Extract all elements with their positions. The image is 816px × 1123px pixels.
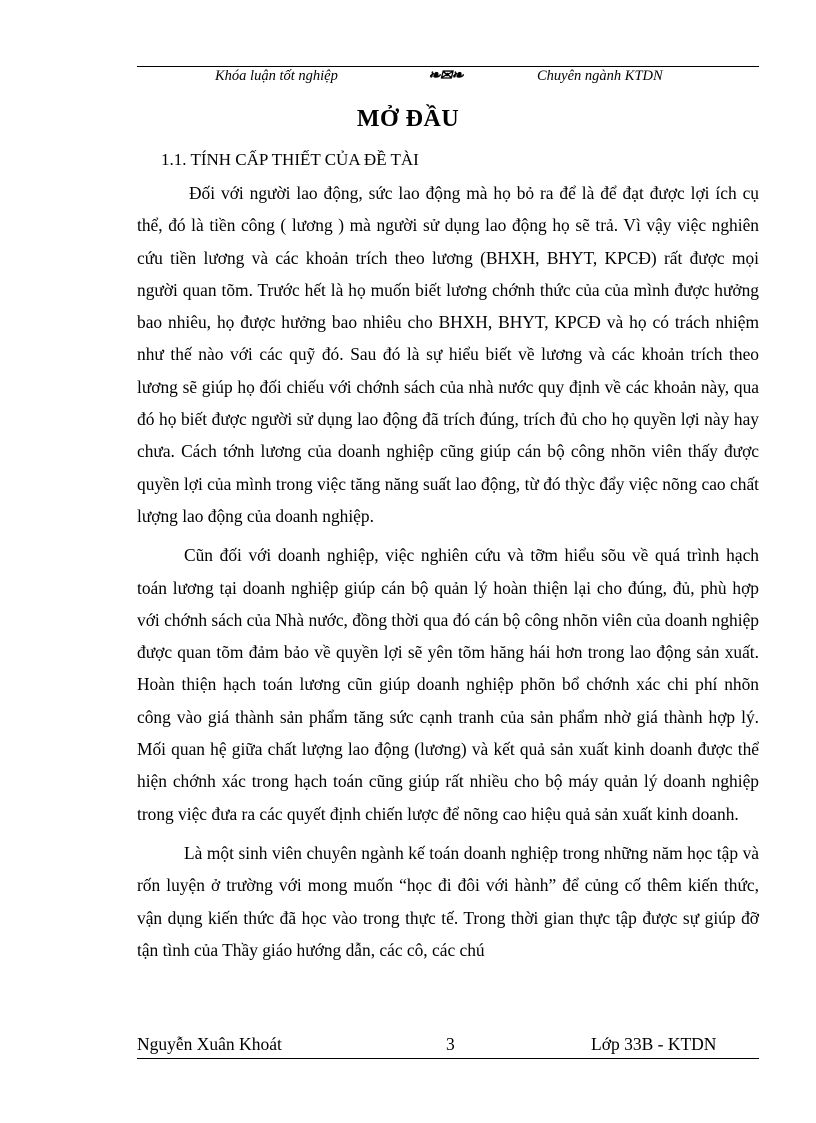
footer-page-number: 3	[446, 1034, 455, 1054]
page-title: MỞ ĐẦU	[356, 106, 460, 132]
footer-author: Nguyễn Xuân Khoát	[137, 1034, 282, 1054]
paragraph-2: Cũn đối với doanh nghiệp, việc nghiên cứu và tỡm hiểu sõu về quá trình hạch toán lương tại doanh nghiệp giúp cán bộ quản lý hoàn thiện lại cho đúng, đủ, phù hợp với chớnh sách của Nhà nước, đồng thời qua đó cán bộ công nhõn viên của doanh nghiệp được quan tõm đảm bảo về quyền lợi sẽ yên tõm hăng hái hơn trong lao động sản xuất. Hoàn thiện hạch toán lương cũn giúp doanh nghiệp phõn bổ chớnh xác chi phí nhõn công vào giá thành sản phẩm tăng sức cạnh tranh của sản phẩm nhờ giá thành hợp lý. Mối quan hệ giữa chất lượng lao động (lương) và kết quả sản xuất kinh doanh được thể hiện chớnh xác trong hạch toán cũng giúp rất nhiều cho bộ máy quản lý doanh nghiệp trong việc đưa ra các quyết định chiến lược để nõng cao hiệu quả sản xuất kinh doanh.	[137, 545, 759, 824]
header-ornament-icon: ❧✉❧	[428, 68, 463, 84]
paragraph-1: Đối với người lao động, sức lao động mà họ bỏ ra để là để đạt được lợi ích cụ thể, đó là tiền công ( lương ) mà người sử dụng lao động họ sẽ trả. Vì vậy việc nghiên cứu tiền lương và các khoản trích theo lương (BHXH, BHYT, KPCĐ) rất được mọi người quan tõm. Trước hết là họ muốn biết lương chớnh thức của của mình được hưởng bao nhiêu, họ được hưởng bao nhiêu cho BHXH, BHYT, KPCĐ và họ có trách nhiệm như thế nào với các quỹ đó. Sau đó là sự hiểu biết về lương và các khoản trích theo lương sẽ giúp họ đối chiếu với chớnh sách của nhà nước quy định về các khoản này, qua đó họ biết được người sử dụng lao động đã trích đúng, trích đủ cho họ quyền lợi này hay chưa. Cách tớnh lương của doanh nghiệp cũng giúp cán bộ công nhõn viên thấy được quyền lợi của mình trong việc tăng năng suất lao động, từ đó thỳc đẩy việc nõng cao chất lượng lao động của doanh nghiệp.	[137, 183, 759, 526]
header-right-text: Chuyên ngành KTDN	[537, 68, 663, 84]
header-left-text: Khóa luận tốt nghiệp	[215, 68, 338, 84]
body-text	[137, 177, 759, 973]
footer-rule	[137, 1058, 759, 1059]
paragraph-3: Là một sinh viên chuyên ngành kế toán doanh nghiệp trong những năm học tập và rốn luyện ở trường với mong muốn “học đi đôi với hành” để củng cố thêm kiến thức, vận dụng kiến thức đã học vào trong thực tế. Trong thời gian thực tập được sự giúp đỡ tận tình của Thầy giáo hướng dẫn, các cô, các chú	[137, 842, 759, 960]
footer-class: Lớp 33B - KTDN	[591, 1034, 717, 1054]
section-heading: 1.1. TÍNH CẤP THIẾT CỦA ĐỀ TÀI	[161, 150, 419, 169]
